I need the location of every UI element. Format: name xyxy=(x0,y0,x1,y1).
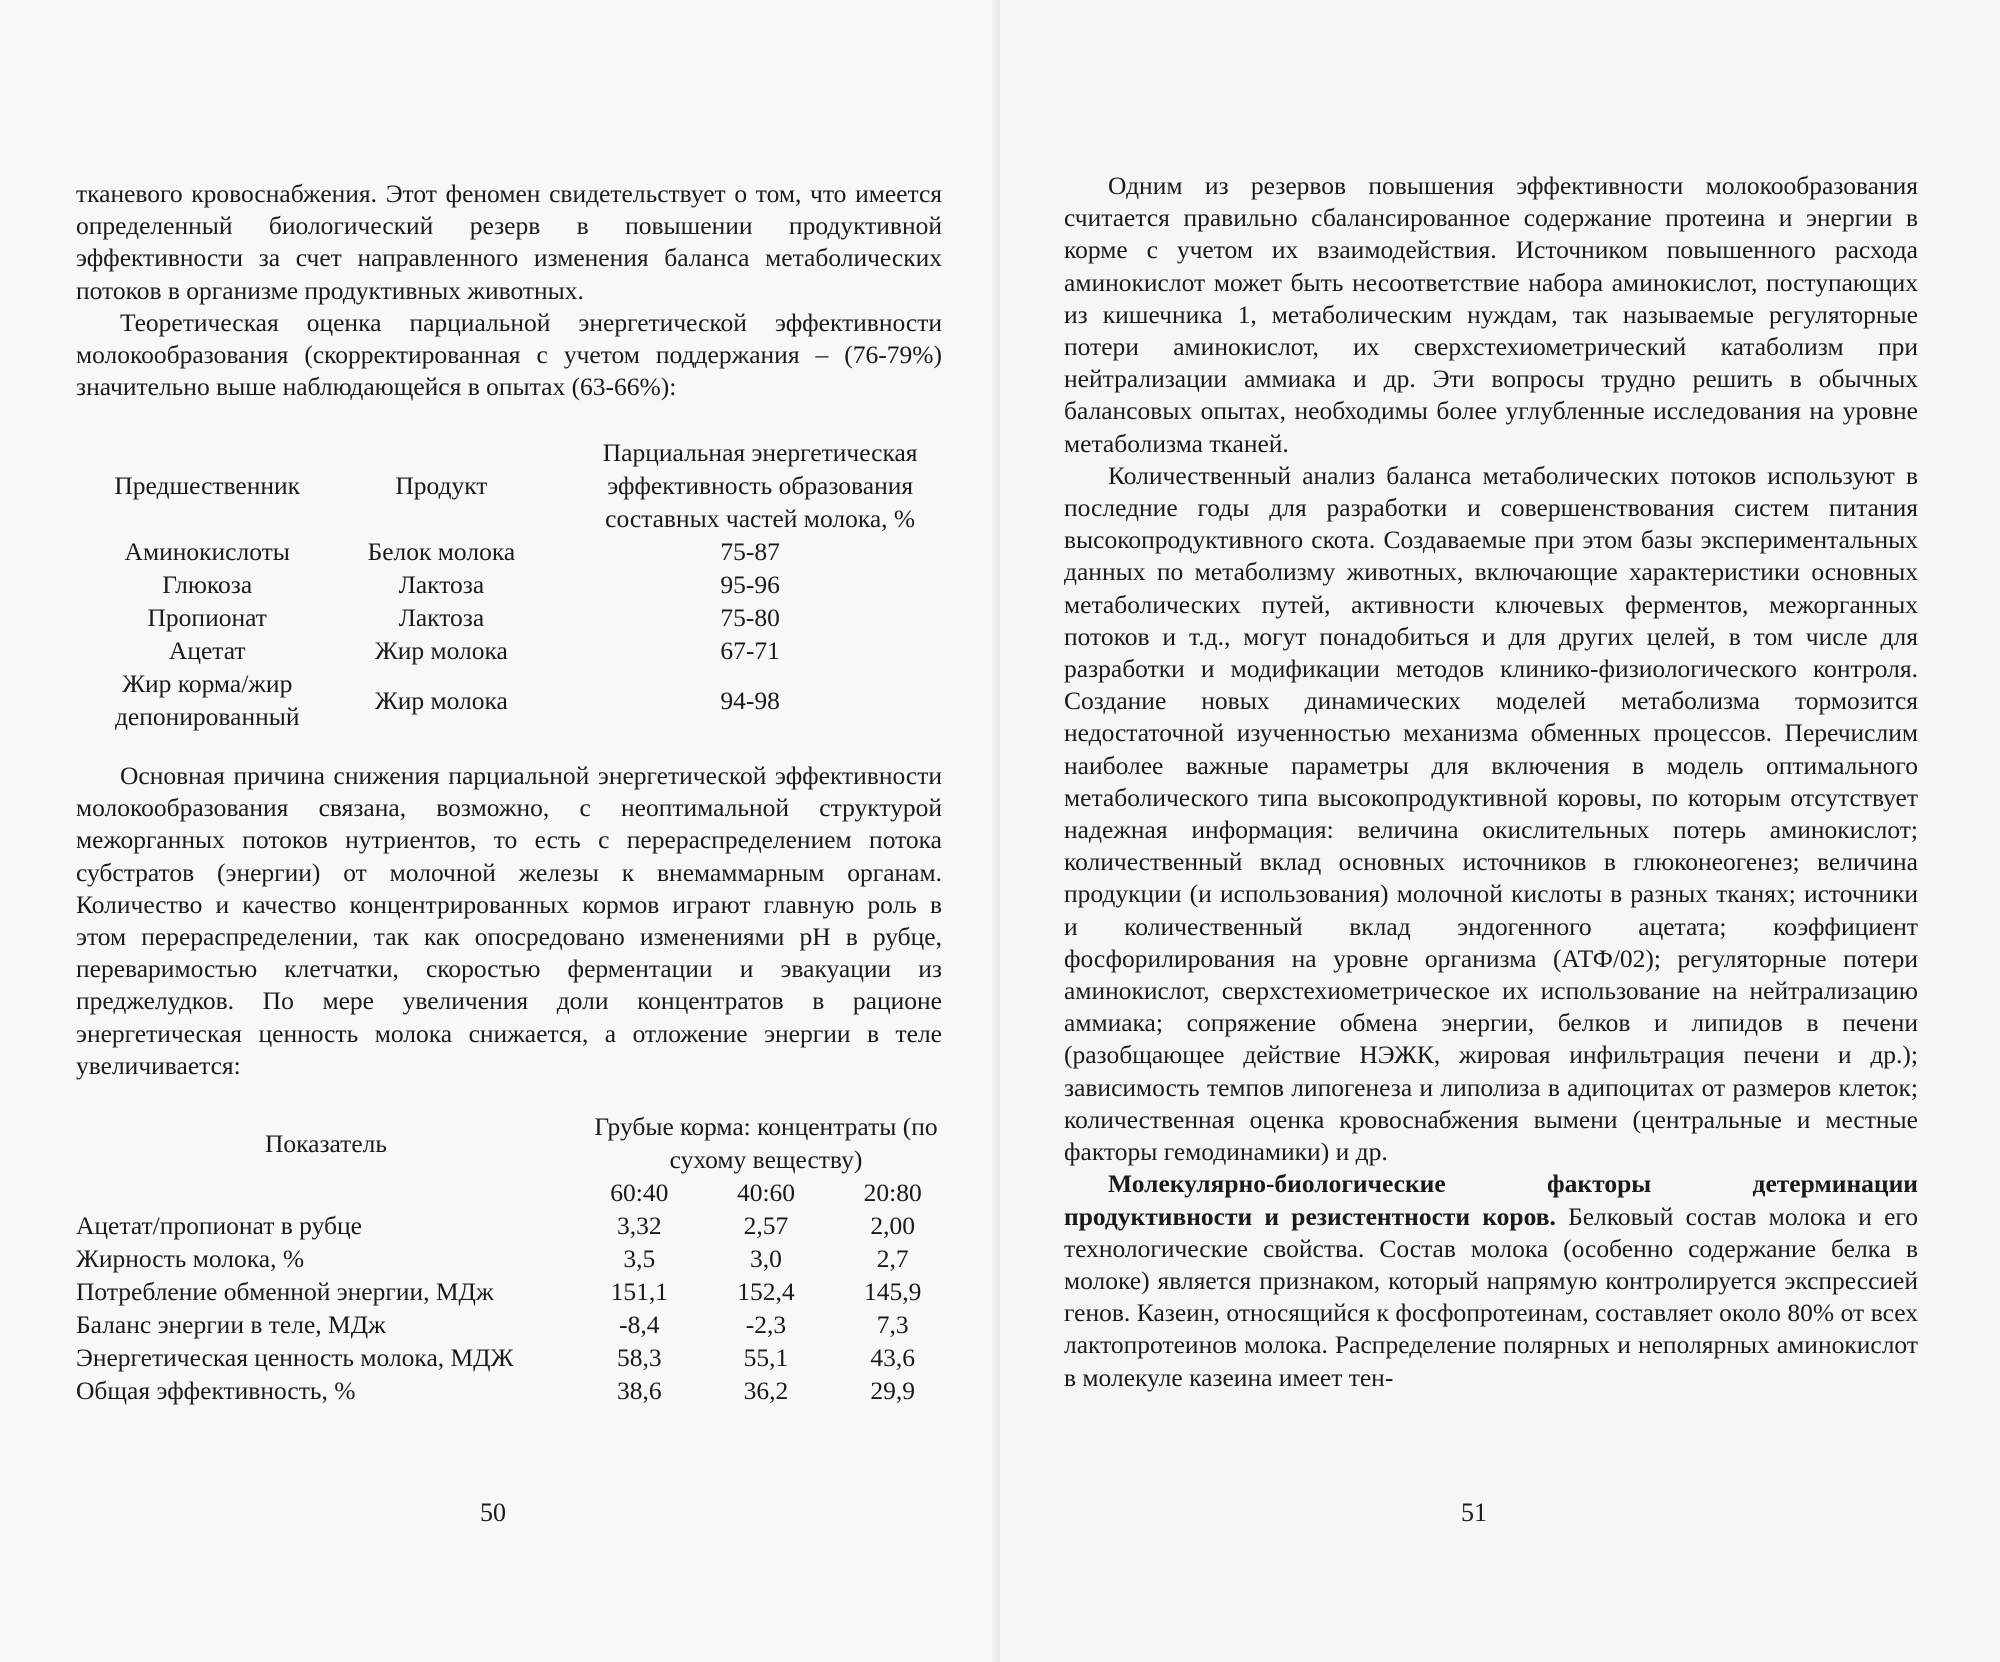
table-row xyxy=(76,1341,956,1374)
left-page-text-middle xyxy=(76,760,942,1082)
right-page-text xyxy=(1064,170,1918,1394)
paragraph-r3 xyxy=(1064,1168,1918,1393)
table1-cell: 75-87 xyxy=(720,537,780,566)
table-row xyxy=(76,667,956,733)
table2-cell: 3,0 xyxy=(750,1244,782,1273)
table1-cell: Аминокислоты xyxy=(124,537,290,566)
table1-cell: Жир корма/жир депонированный xyxy=(114,669,300,731)
table2-cell: 36,2 xyxy=(743,1376,789,1405)
table1-cell: Глюкоза xyxy=(162,570,253,599)
table-row xyxy=(76,634,956,667)
table-row xyxy=(76,1275,956,1308)
table1-header-precursor: Предшественник xyxy=(114,471,301,500)
table2-cell: 3,5 xyxy=(623,1244,656,1273)
paragraph-r1: Одним из резервов повышения эффективности молокообразования считается правильно сбалансированное содержание протеина и энергии в корме с учетом их взаимодействия. Источником повышенного расхода аминокислот может быть несоответствие набора аминокислот, поступающих из кишечника 1, метаболическим нуждам, так называемые регуляторные потери аминокислот, их сверхстехиометрический катаболизм при нейтрализации аммиака и др. Эти вопросы трудно решить в обычных балансовых опытах, необходимы более углубленные исследования на уровне метаболизма тканей. xyxy=(1064,171,1918,458)
table1-header-row xyxy=(76,436,956,535)
page-number-right: 51 xyxy=(1461,1498,1487,1527)
left-page-text-top xyxy=(76,178,942,403)
table2-ratio-row xyxy=(76,1176,956,1209)
table2-cell: 2,7 xyxy=(876,1244,909,1273)
table1-cell: 95-96 xyxy=(720,570,780,599)
table1-cell: 94-98 xyxy=(720,685,780,715)
table1-cell: Пропионат xyxy=(147,603,267,632)
table2-cell: 2,57 xyxy=(743,1211,789,1240)
table2-cell: 29,9 xyxy=(870,1376,915,1405)
table1-cell: Ацетат xyxy=(168,636,246,665)
table2-ratio: 60:40 xyxy=(610,1178,669,1207)
paragraph-2: Теоретическая оценка парциальной энергетической эффективности молокообразования (скорректированная с учетом поддержания – (76-79%) значительно выше наблюдающейся в опытах (63-66%): xyxy=(76,307,942,402)
table-row xyxy=(76,1242,956,1275)
page-number-left: 50 xyxy=(480,1498,506,1527)
table2-header-indicator: Показатель xyxy=(264,1128,388,1158)
paragraph-r2: Количественный анализ баланса метаболических потоков используют в последние годы для разработки и совершенствования систем питания высокопродуктивного скота. Создаваемые при этом базы экспериментальных данных по метаболизму животных, включающие характеристики основных метаболических путей, активности ключевых ферментов, межорганных потоков и т.д., могут понадобиться и для других целей, в том числе для разработки и модификации методов клинико-физиологического контроля. Создание новых динамических моделей метаболизма тормозится недостаточной изученностью механизма обменных процессов. Перечислим наиболее важные параметры для включения в модель оптимального метаболического типа высокопродуктивной коровы, по которым отсутствует надежная информация: величина окислительных потерь аминокислот; количественный вклад основных источников в глюконеогенез; величина продукции (и использования) молочной кислоты в разных тканях; источники и количественный вклад эндогенного ацетата; коэффициент фосфорилирования на уровне организма (АТФ/02); регуляторные потери аминокислот, сверхстехиометрическое их использование на нейтрализацию аммиака; сопряжение обмена энергии, белков и липидов в печени (разобщающее действие НЭЖК, жировая инфильтрация печени и др.); зависимость темпов липогенеза и липолиза в адипоцитах от размеров клеток; количественная оценка кровоснабжения вымени (центральные и местные факторы гемодинамики) и др. xyxy=(1064,460,1918,1167)
paragraph-1: тканевого кровоснабжения. Этот феномен свидетельствует о том, что имеется определенный биологический резерв в повышении продуктивной эффективности за счет направленного изменения баланса метаболических потоков в организме продуктивных животных. xyxy=(76,179,942,305)
table1-cell: Белок молока xyxy=(367,537,516,566)
paragraph-3: Основная причина снижения парциальной энергетической эффективности молокообразования связана, возможно, с неоптимальной структурой межорганных потоков нутриентов, то есть с перераспределением потока субстратов (энергии) от молочной железы к внемаммарным органам. Количество и качество концентрированных кормов играют главную роль в этом перераспределении, так как опосредовано изменениями рН в рубце, переваримостью клетчатки, скоростью ферментации и эвакуации из преджелудков. По мере увеличения доли концентратов в рационе энергетическая ценность молока снижается, а отложение энергии в теле увеличивается: xyxy=(76,761,942,1080)
table1-cell: 75-80 xyxy=(720,603,780,632)
table2-cell: 2,00 xyxy=(870,1211,915,1240)
table2-cell: 38,6 xyxy=(617,1376,662,1405)
table-row xyxy=(76,1374,956,1407)
table2-header-group: Грубые корма: концентраты (по сухому веществу) xyxy=(594,1112,938,1174)
table2-cell: 145,9 xyxy=(863,1277,922,1306)
section-heading: Молекулярно-биологические факторы детерминации продуктивности и резистентности коров. xyxy=(1064,1169,1918,1231)
table2-cell: 152,4 xyxy=(737,1277,795,1306)
energy-efficiency-table xyxy=(76,436,956,733)
table2-cell: Энергетическая ценность молока, МДЖ xyxy=(76,1343,514,1372)
table2-ratio: 20:80 xyxy=(863,1178,922,1207)
table1-header-product: Продукт xyxy=(395,471,488,500)
table2-cell: Общая эффективность, % xyxy=(76,1376,356,1405)
table2-cell: -8,4 xyxy=(619,1310,660,1339)
table2-cell: 7,3 xyxy=(876,1310,909,1339)
table2-header-row xyxy=(76,1110,956,1176)
table2-cell: Потребление обменной энергии, МДж xyxy=(76,1277,494,1306)
table1-cell: Жир молока xyxy=(374,636,508,665)
table1-cell: Жир молока xyxy=(374,685,508,715)
table1-header-efficiency: Парциальная энергетическая эффективность образования составных частей молока, % xyxy=(602,438,918,533)
table1-cell: Лактоза xyxy=(398,570,485,599)
table2-cell: Жирность молока, % xyxy=(76,1244,305,1273)
table2-cell: 58,3 xyxy=(617,1343,662,1372)
table2-ratio: 40:60 xyxy=(736,1178,796,1207)
roughage-concentrate-table xyxy=(76,1110,956,1407)
table-row xyxy=(76,535,956,568)
table-row xyxy=(76,601,956,634)
table2-cell: 43,6 xyxy=(870,1343,915,1372)
right-page xyxy=(1000,0,2000,1662)
table2-cell: Баланс энергии в теле, МДж xyxy=(76,1310,386,1339)
table-row xyxy=(76,1308,956,1341)
table1-cell: Лактоза xyxy=(398,603,485,632)
table2-cell: 151,1 xyxy=(610,1277,669,1306)
table2-cell: Ацетат/пропионат в рубце xyxy=(76,1211,362,1240)
table2-cell: -2,3 xyxy=(745,1310,787,1339)
table2-empty-cell xyxy=(76,1176,576,1209)
section-text: Белковый состав молока и его технологические свойства. Состав молока (особенно содержание белка в молоке) является признаком, который напрямую контролируется экспрессией генов. Казеин, относящийся к фосфопротеинам, составляет около 80% от всех лактопротеинов молока. Распределение полярных и неполярных аминокислот в молекуле казеина имеет тен- xyxy=(1064,1201,1918,1392)
table-row xyxy=(76,568,956,601)
table2-cell: 55,1 xyxy=(743,1343,789,1372)
table-row xyxy=(76,1209,956,1242)
table1-cell: 67-71 xyxy=(720,636,780,665)
table2-cell: 3,32 xyxy=(617,1211,662,1240)
